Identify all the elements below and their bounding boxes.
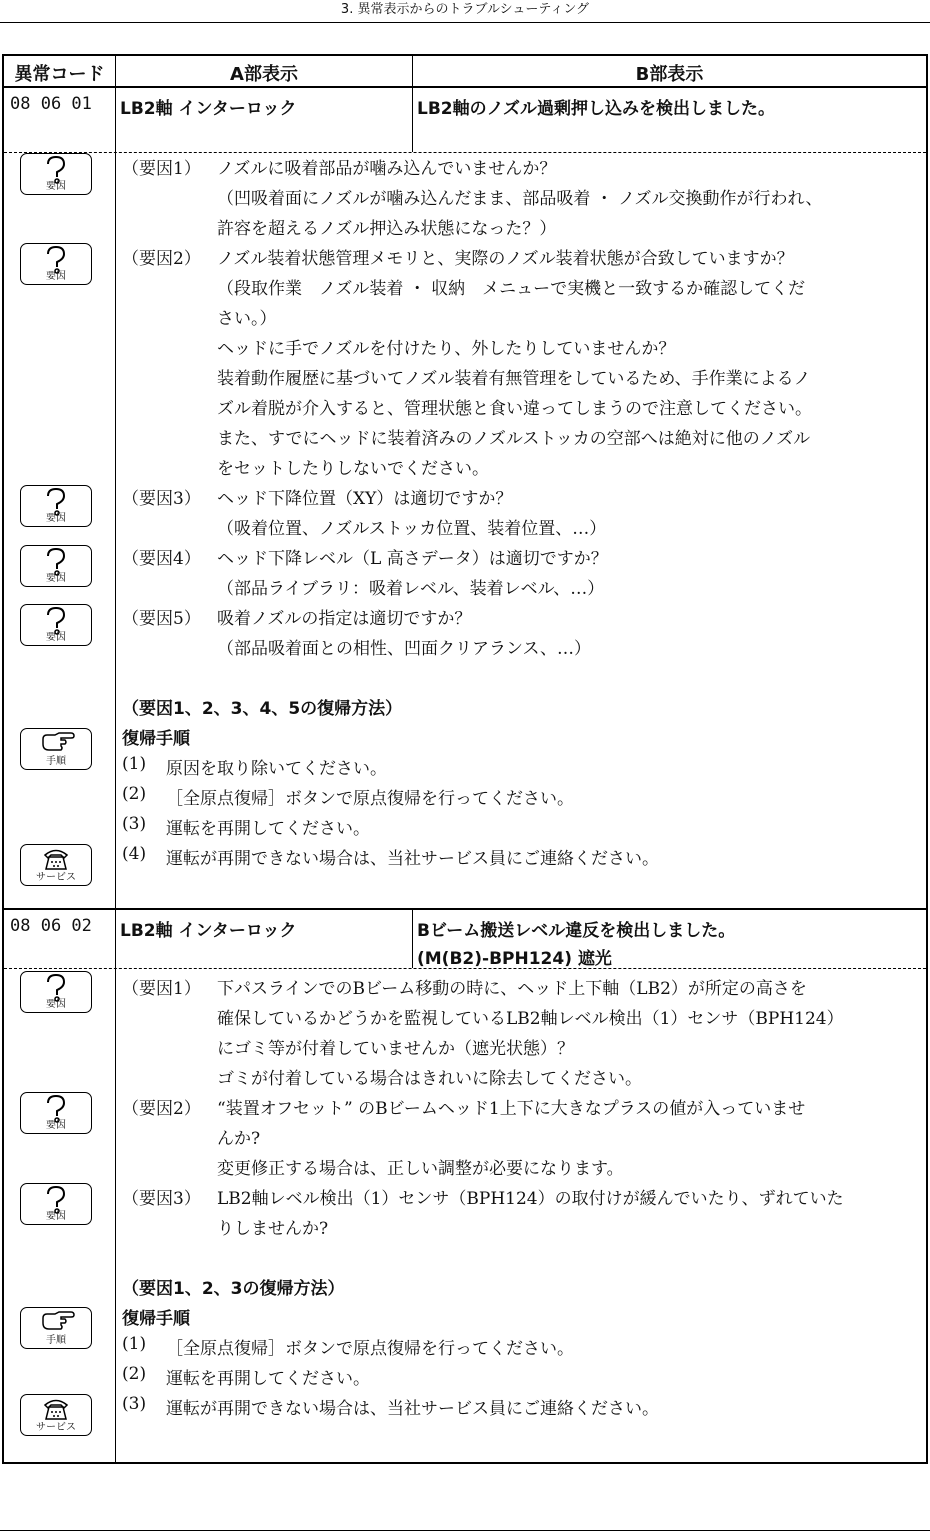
cause-line: ズル着脱が介入すると、管理状態と食い違ってしまうので注意してください。 [217, 399, 812, 419]
error-code: 08 06 01 [10, 94, 92, 114]
cause-line: 下パスラインでのBビーム移動の時に、ヘッド上下軸（LB2）が所定の高さを [217, 979, 807, 999]
icon-label: 要因 [46, 1120, 66, 1131]
step-number: (3) [122, 814, 147, 834]
cause-line: （部品吸着面との相性、凹面クリアランス、…） [217, 639, 591, 659]
page-header [0, 0, 930, 23]
cause-line: （部品ライブラリ：吸着レベル、装着レベル、…） [217, 579, 605, 599]
cause-number: （要因3） [122, 489, 201, 509]
cause-line: （凹吸着面にノズルが噛み込んだまま、部品吸着 ・ ノズル交換動作が行われ、 [217, 189, 823, 209]
cause-line: にゴミ等が付着していませんか（遮光状態）？ [217, 1039, 574, 1059]
icon-label: サービス [36, 872, 76, 883]
step-text: ［全原点復帰］ボタンで原点復帰を行ってください。 [166, 789, 574, 809]
recovery-title: （要因1、2、3、4、5の復帰方法） [122, 699, 403, 719]
step-text: 原因を取り除いてください。 [166, 759, 387, 779]
icon-label: 要因 [46, 632, 66, 643]
b-display-text: LB2軸のノズル過剰押し込みを検出しました。 [417, 99, 775, 119]
step-number: (2) [122, 1364, 147, 1384]
recovery-title: （要因1、2、3の復帰方法） [122, 1279, 345, 1299]
cause-line: LB2軸レベル検出（1）センサ（BPH124）の取付けが緩んでいたり、ずれていた [217, 1189, 844, 1209]
cause-line: 変更修正する場合は、正しい調整が必要になります。 [217, 1159, 624, 1179]
column-divider [115, 56, 116, 1462]
step-number: (2) [122, 784, 147, 804]
cause-line: 確保しているかどうかを監視しているLB2軸レベル検出（1）センサ（BPH124） [217, 1009, 844, 1029]
procedure-label: 復帰手順 [122, 1309, 190, 1329]
cause-number: （要因5） [122, 609, 201, 629]
cause-line: ヘッド下降レベル（L 高さデータ）は適切ですか？ [217, 549, 608, 569]
telephone-icon [20, 1394, 92, 1436]
cause-line: をセットしたりしないでください。 [217, 459, 489, 479]
column-divider [412, 910, 413, 968]
cause-number: （要因1） [122, 979, 201, 999]
step-number: (1) [122, 1334, 147, 1354]
step-text: ［全原点復帰］ボタンで原点復帰を行ってください。 [166, 1339, 574, 1359]
dashed-separator [4, 152, 926, 153]
footer-rule [0, 1530, 930, 1531]
icon-label: 要因 [46, 181, 66, 192]
pointing-hand-icon [20, 1307, 92, 1349]
telephone-icon [20, 844, 92, 886]
icon-label: 要因 [46, 999, 66, 1010]
cause-number: （要因2） [122, 249, 201, 269]
question-mark-icon [20, 153, 92, 195]
question-mark-icon [20, 243, 92, 285]
cause-number: （要因2） [122, 1099, 201, 1119]
cause-line: （段取作業 ノズル装着 ・ 収納 メニューで実機と一致するか確認してくだ [217, 279, 806, 299]
cause-number: （要因3） [122, 1189, 201, 1209]
error-code: 08 06 02 [10, 916, 92, 936]
step-number: (1) [122, 754, 147, 774]
pointing-hand-icon [20, 728, 92, 770]
cause-line: 許容を超えるノズル押込み状態になった？） [217, 219, 557, 239]
icon-label: 手順 [46, 756, 66, 767]
question-mark-icon [20, 1092, 92, 1134]
icon-label: 手順 [46, 1335, 66, 1346]
question-mark-icon [20, 1183, 92, 1225]
step-text: 運転が再開できない場合は、当社サービス員にご連絡ください。 [166, 849, 659, 869]
header-b-display: B部表示 [635, 64, 704, 85]
icon-label: 要因 [46, 1211, 66, 1222]
step-text: 運転を再開してください。 [166, 1369, 370, 1389]
header-code: 異常コード [14, 64, 105, 85]
step-number: (4) [122, 844, 147, 864]
cause-line: （吸着位置、ノズルストッカ位置、装着位置、…） [217, 519, 607, 539]
cause-number: （要因4） [122, 549, 201, 569]
header-a-display: A部表示 [230, 64, 298, 85]
cause-line: りしませんか? [217, 1219, 329, 1239]
step-text: 運転が再開できない場合は、当社サービス員にご連絡ください。 [166, 1399, 659, 1419]
error-table [2, 54, 928, 1464]
question-mark-icon [20, 485, 92, 527]
header-divider [4, 86, 926, 88]
cause-line: ノズル装着状態管理メモリと、実際のノズル装着状態が合致していますか？ [217, 249, 794, 269]
icon-label: 要因 [46, 271, 66, 282]
page-title: 3. 異常表示からのトラブルシューティング [340, 2, 590, 17]
question-mark-icon [20, 604, 92, 646]
step-text: 運転を再開してください。 [166, 819, 370, 839]
a-display-text: LB2軸 インターロック [120, 921, 297, 941]
cause-number: （要因1） [122, 159, 201, 179]
cause-line: “装置オフセット” のBビームヘッド1上下に大きなプラスの値が入っていませ [217, 1099, 806, 1119]
procedure-label: 復帰手順 [122, 729, 190, 749]
cause-line: ノズルに吸着部品が噛み込んでいませんか？ [217, 159, 557, 179]
icon-label: 要因 [46, 513, 66, 524]
cause-line: また、すでにヘッドに装着済みのノズルストッカの空部へは絶対に他のノズル [217, 429, 811, 449]
cause-line: んか? [217, 1129, 261, 1149]
cause-line: ゴミが付着している場合はきれいに除去してください。 [217, 1069, 642, 1089]
question-mark-icon [20, 971, 92, 1013]
b-display-text: (M(B2)-BPH124) 遮光 [417, 949, 612, 969]
cause-line: ヘッドに手でノズルを付けたり、外したりしていませんか？ [217, 339, 676, 359]
cause-line: さい。） [217, 309, 277, 329]
cause-line: 装着動作履歴に基づいてノズル装着有無管理をしているため、手作業によるノ [217, 369, 811, 389]
icon-label: 要因 [46, 573, 66, 584]
icon-label: サービス [36, 1422, 76, 1433]
question-mark-icon [20, 545, 92, 587]
cause-line: ヘッド下降位置（XY）は適切ですか？ [217, 489, 513, 509]
cause-line: 吸着ノズルの指定は適切ですか？ [217, 609, 472, 629]
entry-divider [4, 908, 926, 910]
b-display-text: Bビーム搬送レベル違反を検出しました。 [417, 921, 736, 941]
a-display-text: LB2軸 インターロック [120, 99, 297, 119]
step-number: (3) [122, 1394, 147, 1414]
